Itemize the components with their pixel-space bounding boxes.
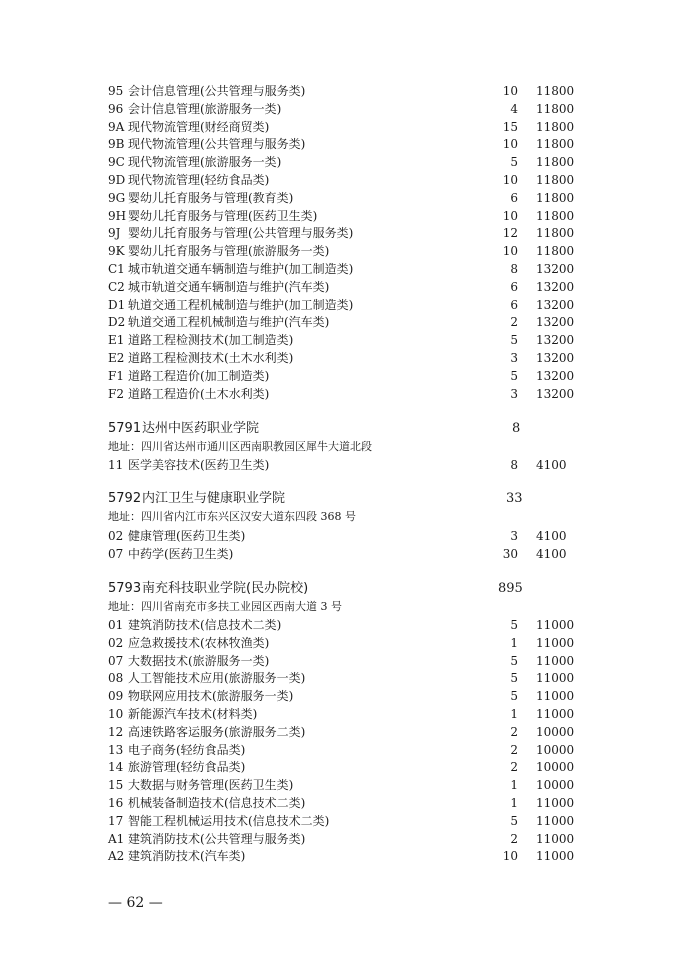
plan-count: 10	[502, 173, 518, 187]
tuition-fee: 13200	[536, 297, 575, 312]
plan-count: 1	[510, 778, 518, 793]
major-code: 9G	[108, 190, 126, 205]
major-name: 婴幼儿托育服务与管理(公共管理与服务类)	[128, 226, 354, 241]
major-name: 应急救援技术(农林牧渔类)	[128, 635, 270, 650]
plan-count: 1	[510, 796, 518, 810]
major-name: 会计信息管理(公共管理与服务类)	[128, 84, 306, 98]
major-code: E2	[108, 351, 125, 365]
major-name: 人工智能技术应用(旅游服务一类)	[128, 671, 306, 686]
major-code: 07	[108, 653, 124, 668]
plan-count: 8	[510, 262, 518, 276]
table-row	[108, 724, 578, 741]
table-row	[108, 528, 578, 545]
tuition-fee: 11000	[536, 831, 575, 846]
tuition-fee: 11000	[536, 796, 575, 810]
table-row	[108, 813, 578, 830]
table-row	[108, 742, 578, 759]
plan-count: 10	[502, 84, 518, 98]
plan-count: 2	[510, 315, 518, 330]
major-code: A1	[108, 831, 125, 846]
tuition-fee: 11000	[536, 813, 575, 828]
tuition-fee: 13200	[536, 315, 575, 330]
major-code: 02	[108, 529, 124, 543]
school-id: 5791	[108, 421, 142, 436]
major-name: 建筑消防技术(公共管理与服务类)	[128, 831, 306, 846]
tuition-fee: 4100	[536, 546, 567, 561]
plan-count: 5	[510, 333, 518, 348]
tuition-fee: 13200	[536, 333, 575, 348]
tuition-fee: 10000	[536, 778, 575, 793]
plan-count: 12	[502, 226, 518, 241]
major-name: 新能源汽车技术(材料类)	[128, 707, 258, 721]
major-code: F1	[108, 368, 124, 383]
major-code: 01	[108, 618, 124, 632]
major-code: 13	[108, 742, 124, 757]
plan-count: 3	[510, 529, 518, 543]
table-row	[108, 635, 578, 652]
tuition-fee: 11800	[536, 244, 575, 259]
major-name: 建筑消防技术(汽车类)	[128, 849, 246, 864]
major-code: 15	[108, 778, 124, 793]
major-code: D1	[108, 297, 126, 312]
plan-count: 2	[510, 742, 518, 757]
tuition-fee: 11800	[536, 173, 575, 187]
table-row	[108, 368, 578, 385]
major-code: C2	[108, 279, 125, 294]
school-name: 内江卫生与健康职业学院	[142, 491, 286, 506]
major-name: 道路工程造价(加工制造类)	[128, 368, 270, 383]
table-row	[108, 172, 578, 189]
major-name: 大数据技术(旅游服务一类)	[128, 653, 270, 668]
plan-count: 2	[510, 760, 518, 775]
major-name: 婴幼儿托育服务与管理(医药卫生类)	[128, 208, 318, 223]
major-name: 健康管理(医药卫生类)	[128, 529, 246, 543]
major-code: 16	[108, 796, 124, 810]
school-address	[108, 439, 578, 455]
table-row	[108, 190, 578, 207]
tuition-fee: 13200	[536, 262, 575, 276]
table-row	[108, 848, 578, 865]
plan-count: 2	[510, 831, 518, 846]
school-header	[108, 579, 578, 599]
address-text: 四川省内江市东兴区汉安大道东四段 368 号	[141, 510, 356, 523]
major-name: 现代物流管理(旅游服务一类)	[128, 155, 282, 170]
plan-count: 3	[510, 386, 518, 401]
plan-count: 5	[510, 689, 518, 704]
plan-count: 5	[510, 671, 518, 686]
table-row	[108, 759, 578, 776]
major-code: 08	[108, 671, 124, 686]
major-code: 96	[108, 101, 124, 116]
tuition-fee: 11800	[536, 137, 575, 152]
tuition-fee: 13200	[536, 368, 575, 383]
major-code: 11	[108, 458, 124, 472]
tuition-fee: 4100	[536, 458, 567, 472]
major-name: 城市轨道交通车辆制造与维护(加工制造类)	[128, 262, 354, 276]
table-row	[108, 136, 578, 153]
table-row	[108, 546, 578, 563]
tuition-fee: 11000	[536, 635, 575, 650]
school-header	[108, 489, 578, 509]
table-row	[108, 208, 578, 225]
tuition-fee: 11000	[536, 707, 575, 721]
tuition-fee: 11000	[536, 618, 575, 632]
major-code: 10	[108, 707, 124, 721]
school-total: 8	[512, 421, 521, 436]
table-row	[108, 314, 578, 331]
table-row	[108, 386, 578, 403]
table-row	[108, 261, 578, 278]
tuition-fee: 10000	[536, 724, 575, 739]
major-code: F2	[108, 386, 124, 401]
table-row	[108, 332, 578, 349]
major-name: 会计信息管理(旅游服务一类)	[128, 101, 282, 116]
tuition-fee: 13200	[536, 279, 575, 294]
major-name: 旅游管理(轻纺食品类)	[128, 760, 246, 775]
tuition-fee: 11800	[536, 226, 575, 241]
major-code: 9C	[108, 155, 125, 170]
major-code: 12	[108, 724, 124, 739]
table-row	[108, 243, 578, 260]
major-name: 智能工程机械运用技术(信息技术二类)	[128, 813, 330, 828]
major-code: 02	[108, 635, 124, 650]
tuition-fee: 10000	[536, 760, 575, 775]
tuition-fee: 11000	[536, 689, 575, 704]
major-name: 婴幼儿托育服务与管理(教育类)	[128, 190, 294, 205]
major-code: 9H	[108, 208, 127, 223]
table-row	[108, 457, 578, 474]
plan-count: 5	[510, 653, 518, 668]
major-code: 9K	[108, 244, 125, 259]
tuition-fee: 4100	[536, 529, 567, 543]
major-code: 07	[108, 546, 124, 561]
plan-count: 2	[510, 724, 518, 739]
school-id: 5792	[108, 491, 142, 506]
table-row	[108, 297, 578, 314]
school-name: 南充科技职业学院(民办院校)	[142, 581, 309, 596]
tuition-fee: 10000	[536, 742, 575, 757]
address-text: 四川省南充市多扶工业园区西南大道 3 号	[141, 600, 342, 613]
plan-count: 8	[510, 458, 518, 472]
table-row	[108, 706, 578, 723]
plan-count: 6	[510, 190, 518, 205]
major-code: 9A	[108, 119, 125, 134]
school-total: 895	[498, 581, 523, 596]
major-code: E1	[108, 333, 125, 348]
table-row	[108, 279, 578, 296]
plan-count: 5	[510, 813, 518, 828]
table-row	[108, 83, 578, 100]
tuition-fee: 11800	[536, 155, 575, 170]
address-label: 地址：	[108, 600, 141, 613]
major-code: 14	[108, 760, 124, 775]
plan-count: 1	[510, 707, 518, 721]
plan-count: 4	[510, 101, 518, 116]
major-code: D2	[108, 315, 126, 330]
table-row	[108, 777, 578, 794]
plan-count: 15	[502, 119, 518, 134]
tuition-fee: 13200	[536, 386, 575, 401]
plan-count: 5	[510, 618, 518, 632]
plan-count: 30	[502, 546, 518, 561]
major-name: 婴幼儿托育服务与管理(旅游服务一类)	[128, 244, 330, 259]
table-row	[108, 670, 578, 687]
major-name: 电子商务(轻纺食品类)	[128, 742, 246, 757]
major-name: 大数据与财务管理(医药卫生类)	[128, 778, 294, 793]
major-name: 现代物流管理(公共管理与服务类)	[128, 137, 306, 152]
tuition-fee: 11800	[536, 190, 575, 205]
major-name: 现代物流管理(轻纺食品类)	[128, 173, 270, 187]
page-number: — 62 —	[108, 895, 163, 911]
school-address	[108, 599, 578, 615]
tuition-fee: 11800	[536, 101, 575, 116]
plan-count: 3	[510, 351, 518, 365]
major-name: 机械装备制造技术(信息技术二类)	[128, 796, 306, 810]
school-header	[108, 419, 578, 439]
plan-count: 6	[510, 279, 518, 294]
address-text: 四川省达州市通川区西南职教园区犀牛大道北段	[141, 440, 372, 453]
major-name: 轨道交通工程机械制造与维护(加工制造类)	[128, 297, 354, 312]
plan-count: 10	[502, 208, 518, 223]
major-code: A2	[108, 849, 125, 864]
plan-count: 5	[510, 155, 518, 170]
school-name: 达州中医药职业学院	[142, 421, 260, 436]
table-row	[108, 119, 578, 136]
major-name: 高速铁路客运服务(旅游服务二类)	[128, 724, 306, 739]
major-code: 9D	[108, 173, 126, 187]
address-label: 地址：	[108, 440, 141, 453]
tuition-fee: 11800	[536, 119, 575, 134]
major-code: 9J	[108, 226, 121, 241]
major-name: 医学美容技术(医药卫生类)	[128, 458, 270, 472]
major-name: 道路工程检测技术(加工制造类)	[128, 333, 294, 348]
plan-count: 10	[502, 244, 518, 259]
address-label: 地址：	[108, 510, 141, 523]
major-code: 95	[108, 84, 124, 98]
school-total: 33	[506, 491, 523, 506]
major-code: 17	[108, 813, 124, 828]
tuition-fee: 11800	[536, 208, 575, 223]
tuition-fee: 11000	[536, 849, 575, 864]
plan-count: 5	[510, 368, 518, 383]
table-row	[108, 795, 578, 812]
school-id: 5793	[108, 581, 142, 596]
table-row	[108, 350, 578, 367]
major-code: 9B	[108, 137, 125, 152]
plan-count: 10	[502, 849, 518, 864]
major-name: 道路工程造价(土木水利类)	[128, 386, 270, 401]
plan-count: 1	[510, 635, 518, 650]
plan-count: 10	[502, 137, 518, 152]
major-name: 中药学(医药卫生类)	[128, 546, 234, 561]
major-name: 建筑消防技术(信息技术二类)	[128, 618, 282, 632]
table-row	[108, 688, 578, 705]
table-row	[108, 225, 578, 242]
major-name: 现代物流管理(财经商贸类)	[128, 119, 270, 134]
tuition-fee: 11000	[536, 671, 575, 686]
tuition-fee: 11000	[536, 653, 575, 668]
table-row	[108, 617, 578, 634]
major-name: 轨道交通工程机械制造与维护(汽车类)	[128, 315, 330, 330]
plan-count: 6	[510, 297, 518, 312]
tuition-fee: 13200	[536, 351, 575, 365]
tuition-fee: 11800	[536, 84, 575, 98]
major-name: 城市轨道交通车辆制造与维护(汽车类)	[128, 279, 330, 294]
table-row	[108, 831, 578, 848]
school-address	[108, 509, 578, 525]
table-row	[108, 154, 578, 171]
table-row	[108, 101, 578, 118]
major-code: 09	[108, 689, 124, 704]
major-name: 物联网应用技术(旅游服务一类)	[128, 689, 294, 704]
major-code: C1	[108, 262, 125, 276]
major-name: 道路工程检测技术(土木水利类)	[128, 351, 294, 365]
table-row	[108, 653, 578, 670]
